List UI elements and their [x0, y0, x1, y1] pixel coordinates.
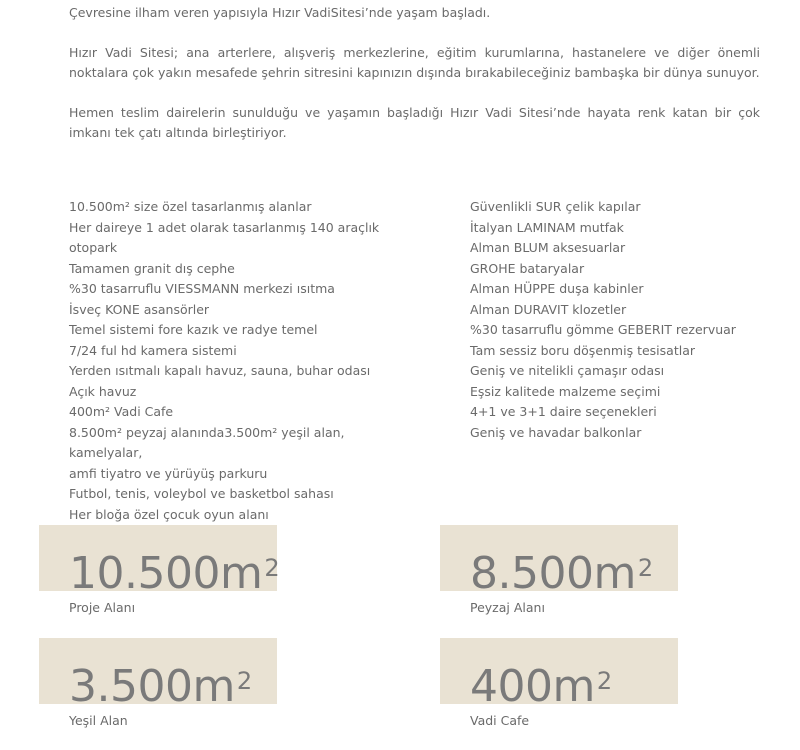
features-list-left: [69, 197, 399, 525]
feature-item: 10.500m² size özel tasarlanmış alanlar: [69, 199, 312, 214]
intro-paragraph-2: Hızır Vadi Sitesi; ana arterlere, alışveriş merkezlerine, eğitim kurumlarına, hastanelere ve diğer önemli noktalara çok yakın mesafede şehrin sitresini kapınızın dışında bırakabileceğiniz bambaşka bir dünya sunuyor.: [69, 45, 760, 80]
stat-value: $10.500m^2$: [69, 548, 280, 599]
intro-section: [69, 3, 760, 163]
feature-item: Geniş ve nitelikli çamaşır odası: [470, 363, 665, 378]
feature-item: Tam sessiz boru döşenmiş tesisatlar: [470, 342, 695, 358]
feature-item: Yerden ısıtmalı kapalı havuz, sauna, buhar odası: [69, 363, 371, 378]
feature-item: Alman HÜPPE duşa kabinler: [470, 281, 644, 296]
feature-item: %30 tasarruflu gömme GEBERIT rezervuar: [470, 322, 736, 337]
intro-paragraph-1: Çevresine ilham veren yapısıyla Hızır VadiSitesi’nde yaşam başladı.: [69, 5, 491, 20]
stat-value: $8.500m^2$: [470, 548, 653, 599]
feature-item: Alman BLUM aksesuarlar: [470, 240, 626, 255]
feature-item: 4+1 ve 3+1 daire seçenekleri: [470, 404, 657, 419]
intro-paragraph-3: Hemen teslim dairelerin sunulduğu ve yaşamın başladığı Hızır Vadi Sitesi’nde hayata renk katan bir çok imkanı tek çatı altında birleştiriyor.: [69, 105, 760, 140]
feature-item: Her daireye 1 adet olarak tasarlanmış 140 araçlık otopark: [69, 219, 380, 255]
feature-item: Temel sistemi fore kazık ve radye temel: [69, 322, 318, 337]
feature-item: %30 tasarruflu VIESSMANN merkezi ısıtma: [69, 281, 335, 296]
stat-peyzaj-alani: [440, 525, 770, 620]
stat-label: Vadi Cafe: [470, 713, 530, 728]
feature-item: Futbol, tenis, voleybol ve basketbol sahası: [69, 486, 334, 501]
feature-item: İsveç KONE asansörler: [69, 301, 210, 317]
feature-item: amfi tiyatro ve yürüyüş parkuru: [69, 465, 268, 481]
feature-item: 400m² Vadi Cafe: [69, 404, 174, 419]
feature-item: Her bloğa özel çocuk oyun alanı: [69, 506, 269, 522]
feature-item: 8.500m² peyzaj alanında3.500m² yeşil alan, kamelyalar,: [69, 424, 345, 460]
feature-item: Tamamen granit dış cephe: [69, 260, 235, 276]
feature-item: GROHE bataryalar: [470, 260, 585, 276]
stat-value: $3.500m^2$: [69, 661, 252, 712]
feature-item: İtalyan LAMINAM mutfak: [470, 219, 624, 235]
feature-item: Açık havuz: [69, 383, 137, 399]
stat-label: Proje Alanı: [69, 600, 136, 615]
features-list-right: [470, 197, 770, 443]
stat-value: $400m^2$: [470, 661, 612, 712]
feature-item: Güvenlikli SUR çelik kapılar: [470, 199, 641, 214]
stat-proje-alani: [39, 525, 369, 620]
stat-vadi-cafe: [440, 638, 770, 733]
feature-item: Eşsiz kalitede malzeme seçimi: [470, 383, 661, 399]
stat-label: Yeşil Alan: [69, 713, 128, 728]
stat-yesil-alan: [39, 638, 369, 733]
feature-item: Geniş ve havadar balkonlar: [470, 424, 642, 440]
stat-label: Peyzaj Alanı: [470, 600, 545, 615]
feature-item: Alman DURAVIT klozetler: [470, 301, 627, 317]
feature-item: 7/24 ful hd kamera sistemi: [69, 342, 237, 358]
